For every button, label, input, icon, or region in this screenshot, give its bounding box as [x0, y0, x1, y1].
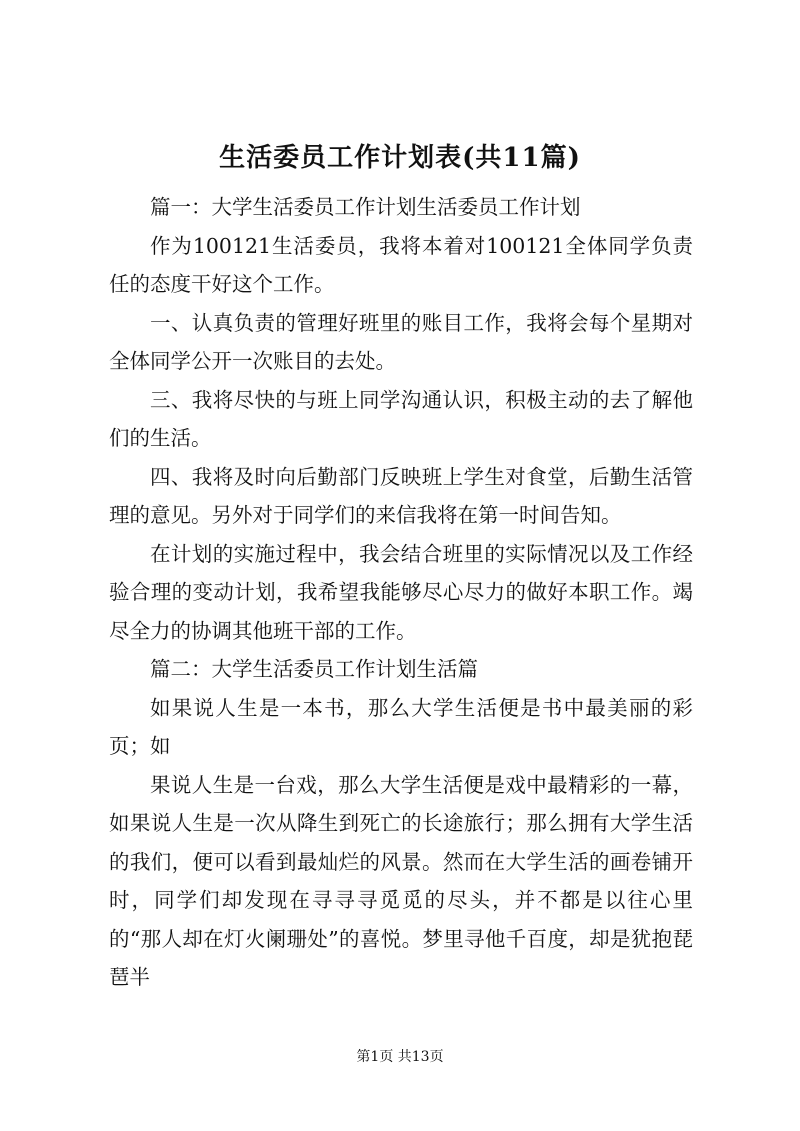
paragraph: 作为100121生活委员，我将本着对100121全体同学负责任的态度干好这个工作。	[109, 233, 693, 296]
paragraph: 在计划的实施过程中，我会结合班里的实际情况以及工作经验合理的变动计划，我希望我能够尽心尽力的做好本职工作。竭尽全力的协调其他班干部的工作。	[109, 541, 693, 643]
document-title: 生活委员工作计划表(共11篇)	[219, 143, 581, 173]
page-number-footer: 第1页 共13页	[356, 1049, 444, 1065]
paragraph: 果说人生是一台戏，那么大学生活便是戏中最精彩的一幕，如果说人生是一次从降生到死亡的长途旅行；那么拥有大学生活的我们，便可以看到最灿烂的风景。然而在大学生活的画卷铺开时，同学们却发现在寻寻寻觅觅的尽头，并不都是以往心里的“那人却在灯火阑珊处”的喜悦。梦里寻他千百度，却是犹抱琵琶半	[109, 772, 693, 989]
paragraph: 如果说人生是一本书，那么大学生活便是书中最美丽的彩页；如	[109, 695, 693, 758]
paragraph: 三、我将尽快的与班上同学沟通认识，积极主动的去了解他们的生活。	[109, 387, 693, 450]
paragraph: 一、认真负责的管理好班里的账目工作，我将会每个星期对全体同学公开一次账目的去处。	[109, 310, 693, 373]
document-body	[109, 188, 693, 997]
paragraph: 篇一：大学生活委员工作计划生活委员工作计划	[150, 195, 581, 219]
paragraph: 篇二：大学生活委员工作计划生活篇	[150, 657, 478, 681]
paragraph: 四、我将及时向后勤部门反映班上学生对食堂，后勤生活管理的意见。另外对于同学们的来信我将在第一时间告知。	[109, 464, 693, 527]
